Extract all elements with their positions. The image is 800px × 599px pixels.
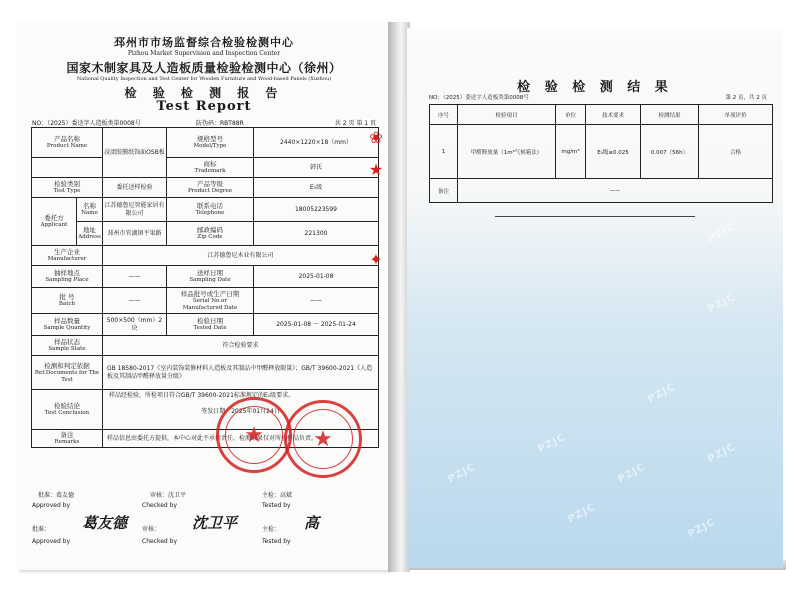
row-item: 甲醛释放量（1m³气候箱法） — [458, 125, 556, 179]
test-type-label: 检验类别 Test Type — [32, 178, 103, 198]
trademark-label: 商标 Trademark — [167, 158, 254, 178]
col-header-evaluation: 单项评价 — [699, 105, 773, 125]
applicant-name-value: 江苏德鲁尼智能家居有限公司 — [103, 198, 167, 222]
watermark-pzjc: PZJC — [706, 291, 738, 316]
tested-date-value: 2025-01-08 ～ 2025-01-24 — [254, 314, 379, 336]
tested-printed: 主检：高斌 — [262, 492, 293, 499]
zip-value: 221300 — [254, 222, 379, 246]
address-value: 邳州市官湖镇平果路 — [103, 222, 167, 246]
checked-signature: 沈卫平 — [192, 514, 238, 532]
center-name-cn: 国家木制家具及人造板质量检验检测中心（徐州） — [66, 61, 342, 75]
degree-label: 产品等级 Product Degree — [167, 178, 254, 198]
sampling-date-value: 2025-01-08 — [254, 266, 379, 288]
report-title-en: Test Report — [156, 99, 252, 114]
col-header-no: 序号 — [430, 105, 458, 125]
page-number: 共 2 页 第 1 页 — [334, 120, 376, 127]
ref-label: 检测和判定依据 Ref.Documents for The Test — [32, 356, 103, 390]
applicant-name-label: 名称 Name — [77, 198, 103, 222]
col-header-result: 检测结果 — [641, 105, 699, 125]
conclusion-value: 样品经检验，所检项目符合GB/T 39600-2021标准规定的E₀级要求。 — [109, 392, 295, 399]
org-name-en: Pizhou Market Supervision and Inspection Center — [127, 50, 281, 57]
trademark-value: 韩氏 — [254, 158, 379, 178]
results-table — [429, 104, 773, 203]
results-header-row — [430, 105, 773, 125]
tested-label-en-2: Tested by — [262, 538, 291, 545]
model-value: 2440×1220×18（mm） — [254, 128, 379, 158]
row-no: 1 — [430, 125, 458, 179]
report-page-1 — [18, 22, 390, 570]
sampling-place-label: 抽样地点 Sampling Place — [32, 266, 103, 288]
results-page-number: 第 2 页，共 2 页 — [725, 95, 767, 101]
sampling-place-value: —— — [103, 266, 167, 288]
checked-printed: 审核：沈卫平 — [150, 492, 187, 499]
ref-value: GB 18580-2017《室内装饰装修材料人造板及其制品中甲醛释放限量》；GB/T 39600-2021《人造板及其制品甲醛释放量分级》 — [103, 356, 379, 390]
approved-label-en: Approved by — [32, 502, 71, 509]
issue-date: 签发日期：2025年01月24日 — [201, 407, 280, 415]
telephone-value: 18005223599 — [254, 198, 379, 222]
table-row — [430, 125, 773, 179]
results-remarks-value: —— — [458, 179, 773, 203]
tested-signature: 高 — [304, 514, 320, 532]
state-value: 符合检验要求 — [103, 336, 379, 356]
state-label: 样品状态 Sample State — [32, 336, 103, 356]
seam-stamp-2: ★ — [368, 160, 384, 179]
watermark-pzjc: PZJC — [566, 501, 598, 526]
results-remarks-row — [430, 179, 773, 203]
applicant-label: 委托方 Applicant — [32, 198, 77, 246]
manufacturer-value: 江苏德鲁尼木业有限公司 — [103, 246, 379, 266]
serial-value: —— — [254, 288, 379, 314]
address-label: 地址 Address — [77, 222, 103, 246]
approved-signature: 葛友德 — [82, 514, 128, 532]
col-header-requirement: 技术要求 — [586, 105, 641, 125]
seam-stamp-3: ✦ — [369, 250, 383, 269]
official-seal-right: ★ — [284, 400, 362, 478]
conclusion-label: 检验结论 Test Conclusion — [32, 390, 103, 430]
row-requirement: E₀级≤0.025 — [586, 125, 641, 179]
product-name-value: 浸渍胶膜纸饰面OSB板 — [103, 128, 167, 178]
row-unit: mg/m³ — [556, 125, 586, 179]
batch-value: —— — [103, 288, 167, 314]
row-evaluation: 合格 — [699, 125, 773, 179]
watermark-pzjc: PZJC — [616, 461, 648, 486]
results-report-number: NO：（2025）委送字人造板类第0008号 — [429, 95, 529, 101]
anti-fake-code: 防伪码：RBT88R — [196, 120, 244, 127]
checked-label-en: Checked by — [142, 502, 178, 509]
seam-stamp-1: ❀ — [369, 128, 383, 147]
col-header-unit: 单位 — [556, 105, 586, 125]
row-result: 0.007（56h） — [641, 125, 699, 179]
serial-label: 样品批号或生产日期 Serial No.or Manufactured Date — [167, 288, 254, 314]
col-header-item: 检验项目 — [458, 105, 556, 125]
checked-label-en-2: Checked by — [142, 538, 178, 545]
zip-label: 邮政编码 Zip Code — [167, 222, 254, 246]
center-name-en: National Quality Inspection and Test Center for Wooden Furniture and Wood-based Panels (Xuzhou) — [76, 76, 332, 82]
manufacturer-label: 生产企业 Manufacturer — [32, 246, 103, 266]
watermark-pzjc: PZJC — [446, 461, 478, 486]
degree-value: E₀级 — [254, 178, 379, 198]
tested-label-cn-2: 主检： — [262, 526, 281, 533]
org-name-cn: 邳州市市场监督综合检验检测中心 — [114, 36, 294, 49]
model-label: 规格型号 Model/Type — [167, 128, 254, 158]
report-title-cn: 检 验 检 测 报 告 — [124, 86, 284, 100]
report-page-2 — [407, 28, 783, 568]
watermark-pzjc: PZJC — [706, 221, 738, 246]
watermark-pzjc: PZJC — [646, 381, 678, 406]
sampling-date-label: 送样日期 Sampling Date — [167, 266, 254, 288]
results-remarks-label: 备注 — [430, 179, 458, 203]
quantity-label: 样品数量 Sample Quantity — [32, 314, 103, 336]
telephone-label: 联系电话 Telephone — [167, 198, 254, 222]
quantity-value: 500×500（mm）2块 — [103, 314, 167, 336]
remarks-label: 备注 Remarks — [32, 430, 103, 448]
watermark-pzjc: PZJC — [686, 516, 718, 541]
product-name-label: 产品名称 Product Name — [32, 128, 103, 158]
approved-label-en-2: Approved by — [32, 538, 71, 545]
official-seal-left: ★ — [216, 397, 292, 473]
watermark-pzjc: PZJC — [706, 441, 738, 466]
tested-label-en: Tested by — [262, 502, 291, 509]
batch-label: 批 号 Batch — [32, 288, 103, 314]
report-number: NO：（2025）委送字人造板类第0008号 — [32, 120, 141, 127]
results-title: 检 验 检 测 结 果 — [517, 80, 673, 95]
watermark-pzjc: PZJC — [536, 431, 568, 456]
remarks-value: 样品信息由委托方提供，本中心对此不承担责任，检测结果仅对所检样品负责。 — [103, 430, 379, 448]
checked-label-cn-2: 审核： — [142, 526, 161, 533]
tested-date-label: 检验日期 Tested Date — [167, 314, 254, 336]
approved-label-cn-2: 批准： — [32, 526, 51, 533]
approved-printed: 批准：葛友德 — [38, 492, 75, 499]
end-of-report-line — [495, 216, 695, 217]
test-type-value: 委托送样检验 — [103, 178, 167, 198]
